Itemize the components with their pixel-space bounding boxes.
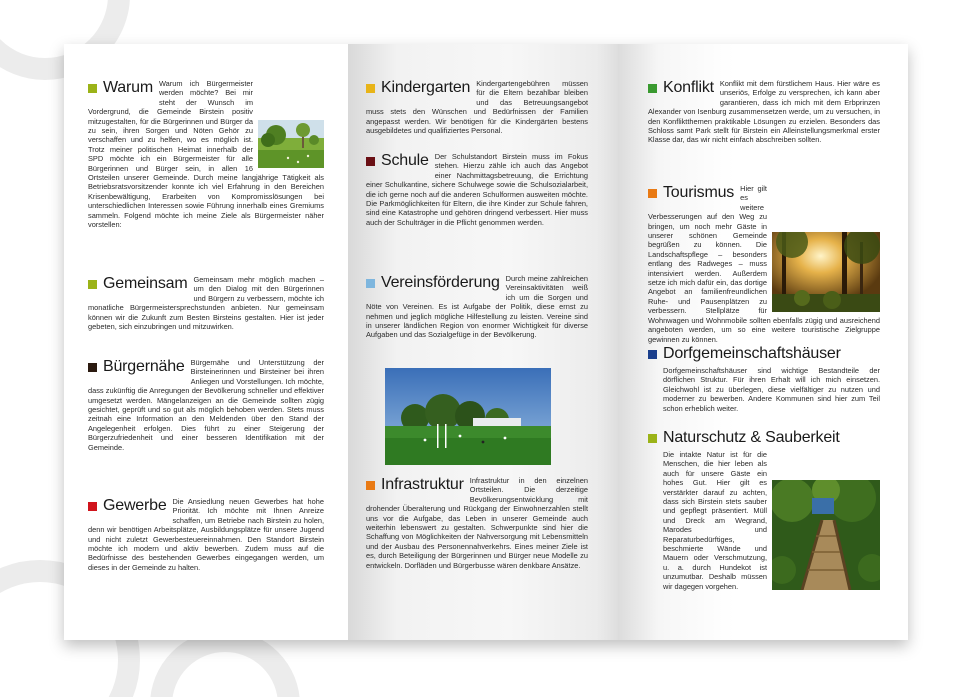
square-bullet-icon bbox=[366, 84, 375, 93]
section-text: Die Ansiedlung neuen Gewerbes hat hohe Priorität. Ich möchte mit Ihnen Anreize schaffen, um Betriebe nach Birstein zu holen, denn wir benötigen Arbeitsplätze, Ausbildungsplätze für unsere Jugend und nicht zuletzt Gewerbesteuereinnahmen. Den Standort Birstein möchte ich modern und aktiv bewerben. Zudem muss auf die Bedürfnisse des bestehenden Gewerbes eingegangen werden, um dieses in der Gemeinde zu halten. bbox=[88, 497, 324, 572]
heading-gemeinsam: Gemeinsam bbox=[103, 275, 188, 292]
section-text: Kindergartengebühren müssen für die Eltern bezahlbar bleiben und das Betreuungsangebot muss stets den Wünschen und Bedürfnissen der Familien angepasst werden. Wir benötigen für die Kindergärten bestens ausgebildetes und qualifiziertes Personal. bbox=[366, 79, 588, 136]
section-text: Hier gilt es weitere Verbesserungen auf den Weg zu bringen, um noch mehr Gäste in unserer schönen Gemeinde begrüßen zu können. Die Landschaftspflege – besonders entlang des Radweges – muss intensiviert werden. Außerdem setze ich mich dafür ein, das dortige Angebot an familienfreundlichen Ruhe- und Pausenplätzen zu verbessern. Stellplätze für Wohnwagen und Wohnmobile sollten ebenfalls zügig und ausreichend angeboten werden, um so eine weitere touristische Zielgruppe gewinnen zu können. bbox=[648, 184, 880, 344]
section-heading bbox=[88, 275, 187, 293]
section-naturschutz bbox=[648, 429, 880, 592]
heading-schule: Schule bbox=[381, 152, 429, 169]
section-kindergarten bbox=[366, 79, 588, 135]
square-bullet-icon bbox=[648, 189, 657, 198]
background-ring bbox=[150, 630, 300, 697]
section-heading bbox=[88, 79, 153, 97]
section-text: Gemeinsam mehr möglich machen – um den Dialog mit den Bürgerinnen und Bürgern zu verbessern, möchte ich monatliche Bürgermeistersprechstunden anbieten. Nur gemeinsam können wir die Zukunft zum Besten Birsteins gestalten. Hier ist jeder gebeten, sich einzubringen und mitzuwirken. bbox=[88, 275, 324, 332]
section-body bbox=[648, 450, 880, 591]
section-konflikt bbox=[648, 79, 880, 145]
section-text: Warum ich Bürgermeister werden möchte? Bei mir steht der Wunsch im Vordergrund, die Gemeinde Birstein positiv mitzugestalten, für die Bürgerinnen und Bürger da zu sein, ihren Sorgen und Nöten Gehör zu verschaffen und zu helfen, wo es möglich ist. Trotz meiner politischen Heimat innerhalb der SPD möchte ich ein Bürgermeister für alle Bürgerinnen und Bürger sein, in allen 16 Ortsteilen unserer Gemeinde. Durch meine langjährige Tätigkeit als Betriebsratsvorsitzender konnte ich viel Erfahrung in den Bereichen Krisenbewältigung, Erarbeiten von Kompromisslösungen bei unterschiedlichen Interessen sowie Führung innerhalb eines Gremiums sammeln. Folgend möchte ich meine Ziele als Bürgermeister näher vorstellen: bbox=[88, 79, 324, 230]
section-text: Infrastruktur in den einzelnen Ortsteilen. Die derzeitige Bevölkerungsentwicklung mit drohender Überalterung und Rückgang der Einwohnerzahlen stellt uns vor die Aufgabe, das Leben in unserer Gemeinde auch weiterhin lebenswert zu gestalten. Schwerpunkte sind hier die Schaffung von Möglichkeiten der Nahversorgung mit Lebensmitteln und der Ausbau des Personennahverkehrs. Eines meiner Ziele ist es, durch Beteiligung der Bürgerinnen und Bürger neue Modelle zu entwickeln. Dorfläden und Bürgerbusse wären denkbare Ansätze. bbox=[366, 476, 588, 570]
heading-vereinsfoerderung: Vereinsförderung bbox=[381, 274, 500, 291]
section-text: Dorfgemeinschaftshäuser sind wichtige Bestandteile der dörflichen Struktur. Für ihren Erhalt will ich mich einsetzen. Gleichwohl ist zu überlegen, diese vielfältiger zu nutzen und moderner zu bewerben. Andere Kommunen sind hier zum Teil schon erheblich weiter. bbox=[663, 366, 880, 413]
section-heading bbox=[366, 476, 464, 494]
section-vereinsfoerderung bbox=[366, 274, 588, 340]
heading-tourismus: Tourismus bbox=[663, 184, 735, 201]
heading-buergernaehe: Bürgernähe bbox=[103, 358, 185, 375]
brochure-panel-left bbox=[64, 44, 348, 640]
square-bullet-icon bbox=[366, 481, 375, 490]
section-gewerbe bbox=[88, 497, 324, 572]
square-bullet-icon bbox=[648, 84, 657, 93]
square-bullet-icon bbox=[366, 279, 375, 288]
heading-konflikt: Konflikt bbox=[663, 79, 714, 96]
section-heading bbox=[366, 79, 470, 97]
section-heading bbox=[648, 429, 874, 447]
section-text: Bürgernähe und Unterstützung der Birsteinerinnen und Birsteiner bei ihren Anliegen und Vorstellungen. Ich möchte, dass zukünftig die Anregungen der Bevölkerung schneller und effektiver umgesetzt werden. Mängelanzeigen an die Gemeinde sollten zügig gesichtet, geprüft und so gut als möglich behoben werden. Stets muss zeitnah eine Information an den Meldenden über den Stand der Angelegenheit erfolgen. Dies führt zu einer Steigerung der Bürgerzufriedenheit und einer besseren Identifikation mit der Gemeinde. bbox=[88, 358, 324, 452]
square-bullet-icon bbox=[88, 502, 97, 511]
brochure bbox=[64, 44, 908, 640]
section-gemeinsam bbox=[88, 275, 324, 331]
meadow-photo bbox=[258, 120, 324, 168]
section-heading bbox=[648, 184, 734, 202]
section-text: Konflikt mit dem fürstlichem Haus. Hier wäre es unseriös, Erfolge zu versprechen, ich kann aber garantieren, dass ich mich mit dem Erbprinzen Alexander von Isenburg zusammensetzen werde, um zu versuchen, in den Konfliktthemen praktikable Lösungen zu erzielen. Besonders das Schloss samt Park stellt für Birstein ein Alleinstellungsmerkmal erster Klasse dar, das wir nicht einfach abschreiben sollten. bbox=[648, 79, 880, 145]
sports-field-photo bbox=[385, 368, 551, 465]
square-bullet-icon bbox=[648, 434, 657, 443]
forest-sunset-photo bbox=[772, 232, 880, 312]
heading-infrastruktur: Infrastruktur bbox=[381, 476, 464, 493]
section-heading bbox=[366, 274, 500, 292]
square-bullet-icon bbox=[366, 157, 375, 166]
square-bullet-icon bbox=[88, 84, 97, 93]
section-text: Die intakte Natur ist für die Menschen, die hier leben als auch für unsere Gäste ein hohes Gut. Hier gilt es verstärkter darauf zu achten, dass sich Birstein stets sauber und gepflegt präsentiert. Müll und Dreck am Wegrand, Marodes und Reparaturbedürftiges, beschmierte Wände und Mauern oder Verschmutzung, u. a. durch Hundekot ist unzumutbar. Deshalb müssen wir dagegen vorgehen. bbox=[663, 450, 767, 591]
heading-gewerbe: Gewerbe bbox=[103, 497, 167, 514]
section-heading bbox=[648, 345, 874, 363]
section-heading bbox=[648, 79, 714, 97]
section-heading bbox=[88, 497, 167, 515]
brochure-panel-middle bbox=[348, 44, 618, 640]
section-schule bbox=[366, 152, 588, 227]
heading-naturschutz: Naturschutz & Sauberkeit bbox=[663, 429, 840, 446]
section-warum bbox=[88, 79, 324, 230]
section-infrastruktur bbox=[366, 476, 588, 570]
section-text: Durch meine zahlreichen Vereinsaktivitäten weiß ich um die Sorgen und Nöte von Vereinen. Es ist Aufgabe der Politik, diese ernst zu nehmen und jeglich mögliche Hilfestellung zu leisten. Vereine sind in unserer ländlichen Region von enormer Wichtigkeit für diverse Aufgaben und das Sozialgefüge in der Bevölkerung. bbox=[366, 274, 588, 340]
section-buergernaehe bbox=[88, 358, 324, 452]
brochure-panel-right bbox=[618, 44, 908, 640]
section-heading bbox=[88, 358, 185, 376]
heading-warum: Warum bbox=[103, 79, 153, 96]
section-dorfgemeinschaftshaeuser bbox=[648, 345, 880, 413]
heading-kindergarten: Kindergarten bbox=[381, 79, 471, 96]
square-bullet-icon bbox=[88, 280, 97, 289]
section-heading bbox=[366, 152, 429, 170]
square-bullet-icon bbox=[88, 363, 97, 372]
heading-dorfgemeinschaftshaeuser: Dorfgemeinschaftshäuser bbox=[663, 345, 841, 362]
square-bullet-icon bbox=[648, 350, 657, 359]
section-text: Der Schulstandort Birstein muss im Fokus stehen. Hierzu zähle ich auch das Angebot einer Nachmittagsbetreuung, die Errichtung einer Schulkantine, sichere Schulwege sowie die Schulsozialarbeit, die ich gerne noch auf die anderen Schulformen ausweiten möchte. Die Parkmöglichkeiten für Eltern, die ihre Kinder zur Schule fahren, sind eine Katastrophe und gehören dringend verbessert. Hier muss auch der Schulträger in die Pflicht genommen werden. bbox=[366, 152, 588, 227]
footbridge-photo bbox=[772, 480, 880, 590]
section-tourismus bbox=[648, 184, 880, 344]
